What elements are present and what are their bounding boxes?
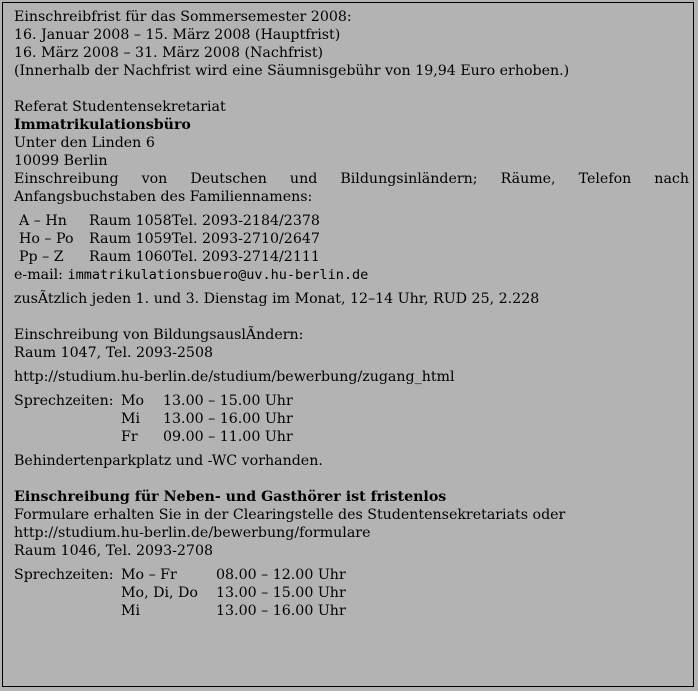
table-row xyxy=(14,566,346,584)
table-row xyxy=(14,212,320,230)
letter-range: A – Hn xyxy=(19,213,67,229)
hours-time: 08.00 – 12.00 Uhr xyxy=(216,567,346,583)
hours-day: Mo xyxy=(121,393,145,409)
deadline-main: 16. Januar 2008 – 15. März 2008 (Hauptfrist) xyxy=(14,27,341,43)
hours-label: Sprechzeiten: xyxy=(14,567,114,583)
table-row xyxy=(14,230,320,248)
table-row xyxy=(14,602,346,620)
hours-day: Mo, Di, Do xyxy=(121,585,198,601)
deadline-title: Einschreibfrist für das Sommersemester 2008: xyxy=(14,9,352,25)
email-address[interactable]: immatrikulationsbuero@uv.hu-berlin.de xyxy=(67,267,369,283)
room-number: Raum 1059 xyxy=(89,231,172,247)
foreign-hours-table xyxy=(14,392,293,446)
hours-day: Fr xyxy=(121,429,138,445)
letter-range: Ho – Po xyxy=(19,231,74,247)
table-row xyxy=(14,410,293,428)
foreign-room: Raum 1047, Tel. 2093-2508 xyxy=(14,345,214,361)
deadline-fee-note: (Innerhalb der Nachfrist wird eine Säumnisgebühr von 19,94 Euro erhoben.) xyxy=(14,63,570,79)
room-number: Raum 1058 xyxy=(89,213,172,229)
office-street: Unter den Linden 6 xyxy=(14,135,155,151)
hours-time: 13.00 – 16.00 Uhr xyxy=(216,603,346,619)
office-city: 10099 Berlin xyxy=(14,153,108,169)
hours-day: Mi xyxy=(121,603,141,619)
phone-number: Tel. 2093-2184/2378 xyxy=(171,213,320,229)
info-box xyxy=(2,2,694,687)
room-number: Raum 1060 xyxy=(89,249,172,265)
guest-url[interactable]: http://studium.hu-berlin.de/bewerbung/formulare xyxy=(14,525,371,541)
office-description: Einschreibung von Deutschen und Bildungsinländern; Räume, Telefon nach Anfangsbuchstaben des Familiennamens: xyxy=(14,171,689,205)
email-line xyxy=(14,266,693,284)
office-unit: Referat Studentensekretariat xyxy=(14,99,226,115)
office-extra-hours: zusÃtzlich jeden 1. und 3. Dienstag im Monat, 12–14 Uhr, RUD 25, 2.228 xyxy=(14,291,540,307)
hours-time: 13.00 – 16.00 Uhr xyxy=(163,411,293,427)
office-name: Immatrikulationsbüro xyxy=(14,117,191,133)
foreign-url[interactable]: http://studium.hu-berlin.de/studium/bewerbung/zugang_html xyxy=(14,369,455,385)
phone-number: Tel. 2093-2710/2647 xyxy=(171,231,320,247)
table-row xyxy=(14,428,293,446)
table-row xyxy=(14,248,320,266)
letter-range: Pp – Z xyxy=(19,249,64,265)
hours-time: 09.00 – 11.00 Uhr xyxy=(163,429,293,445)
parking-note: Behindertenparkplatz und -WC vorhanden. xyxy=(14,453,323,469)
hours-day: Mo – Fr xyxy=(121,567,177,583)
email-label: e-mail: xyxy=(14,267,63,283)
hours-time: 13.00 – 15.00 Uhr xyxy=(163,393,293,409)
foreign-title: Einschreibung von BildungsauslÃndern: xyxy=(14,327,304,343)
guest-title: Einschreibung für Neben- und Gasthörer ist fristenlos xyxy=(14,489,447,505)
table-row xyxy=(14,584,346,602)
phone-number: Tel. 2093-2714/2111 xyxy=(171,249,320,265)
hours-time: 13.00 – 15.00 Uhr xyxy=(216,585,346,601)
guest-forms: Formulare erhalten Sie in der Clearingstelle des Studentensekretariats oder xyxy=(14,507,566,523)
hours-label: Sprechzeiten: xyxy=(14,393,114,409)
guest-room: Raum 1046, Tel. 2093-2708 xyxy=(14,543,214,559)
rooms-table xyxy=(14,212,320,266)
deadline-late: 16. März 2008 – 31. März 2008 (Nachfrist) xyxy=(14,45,324,61)
hours-day: Mi xyxy=(121,411,141,427)
table-row xyxy=(14,392,293,410)
guest-hours-table xyxy=(14,566,346,620)
